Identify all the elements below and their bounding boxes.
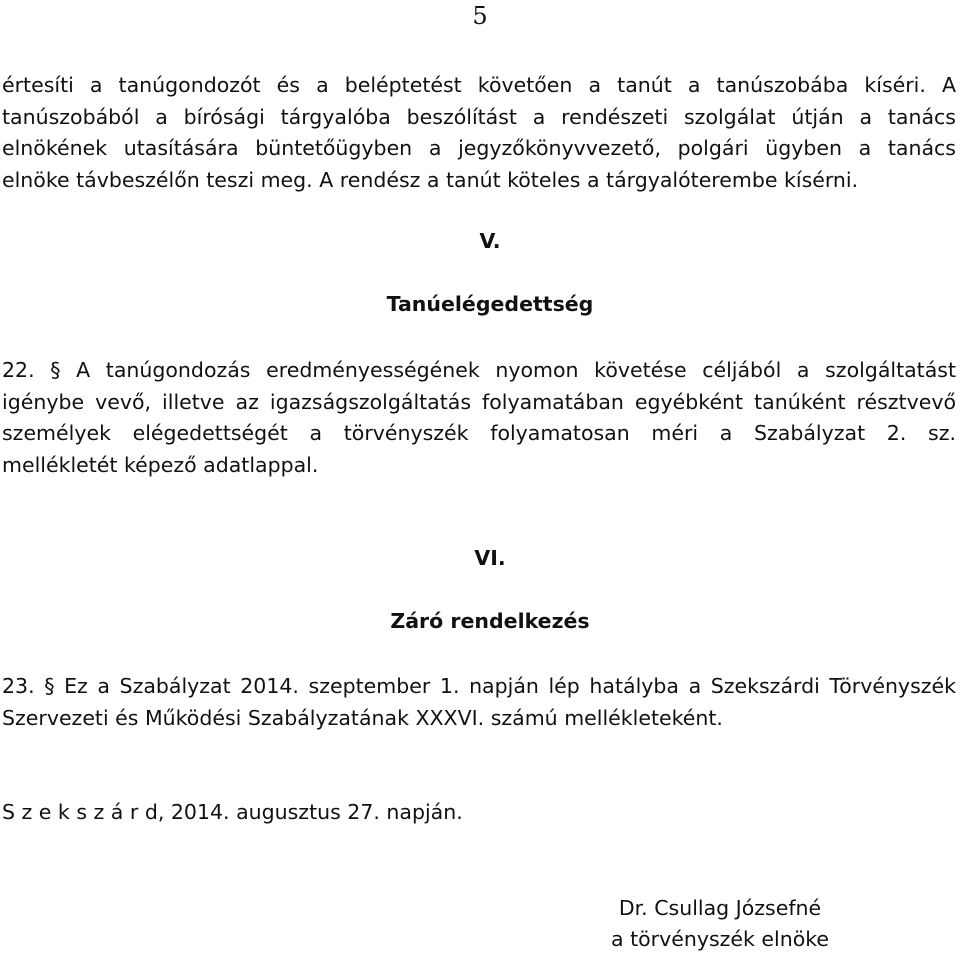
- paragraph-line: elnöke távbeszélőn teszi meg. A rendész a tanút köteles a tárgyalóterembe kísérni.: [2, 167, 859, 192]
- paragraph-23: [2, 671, 956, 734]
- paragraph-line: mellékletét képező adatlappal.: [2, 452, 319, 477]
- paragraph-line: személyek elégedettségét a törvényszék folyamatosan méri a Szabályzat 2. sz.: [2, 421, 956, 445]
- place-date-text: S z e k s z á r d, 2014. augusztus 27. napján.: [2, 800, 463, 824]
- section-vi-number: VI.: [474, 546, 506, 570]
- paragraph-line: értesíti a tanúgondozót és a beléptetést követően a tanút a tanúszobába kíséri. A: [2, 73, 956, 97]
- paragraph-line: 23. § Ez a Szabályzat 2014. szeptember 1. napján lép hatályba a Szekszárdi Törvényszék: [2, 674, 956, 698]
- paragraph-line: elnökének utasítására büntetőügyben a jegyzőkönyvvezető, polgári ügyben a tanács: [2, 136, 956, 160]
- section-vi-title: Záró rendelkezés: [390, 609, 590, 633]
- section-v-title: Tanúelégedettség: [386, 292, 594, 316]
- place-date: [2, 797, 956, 829]
- paragraph-line: igénybe vevő, illetve az igazságszolgáltatás folyamatában egyébként tanúként résztvevő: [2, 389, 956, 414]
- paragraph-line: 22. § A tanúgondozás eredményességének nyomon követése céljából a szolgáltatást: [2, 358, 956, 382]
- signature-block: [560, 893, 880, 955]
- paragraph-line: tanúszobából a bírósági tárgyalóba beszólítást a rendészeti szolgálat útján a tanács: [2, 104, 956, 129]
- paragraph-intro: [2, 70, 956, 196]
- signatory-name: Dr. Csullag Józsefné: [618, 896, 822, 920]
- signatory-title: a törvényszék elnöke: [611, 927, 829, 951]
- paragraph-line: Szervezeti és Működési Szabályzatának XXXVI. számú mellékleteként.: [2, 705, 723, 730]
- section-v-number: V.: [479, 229, 501, 253]
- page-number: 5: [472, 2, 488, 30]
- paragraph-22: [2, 355, 956, 481]
